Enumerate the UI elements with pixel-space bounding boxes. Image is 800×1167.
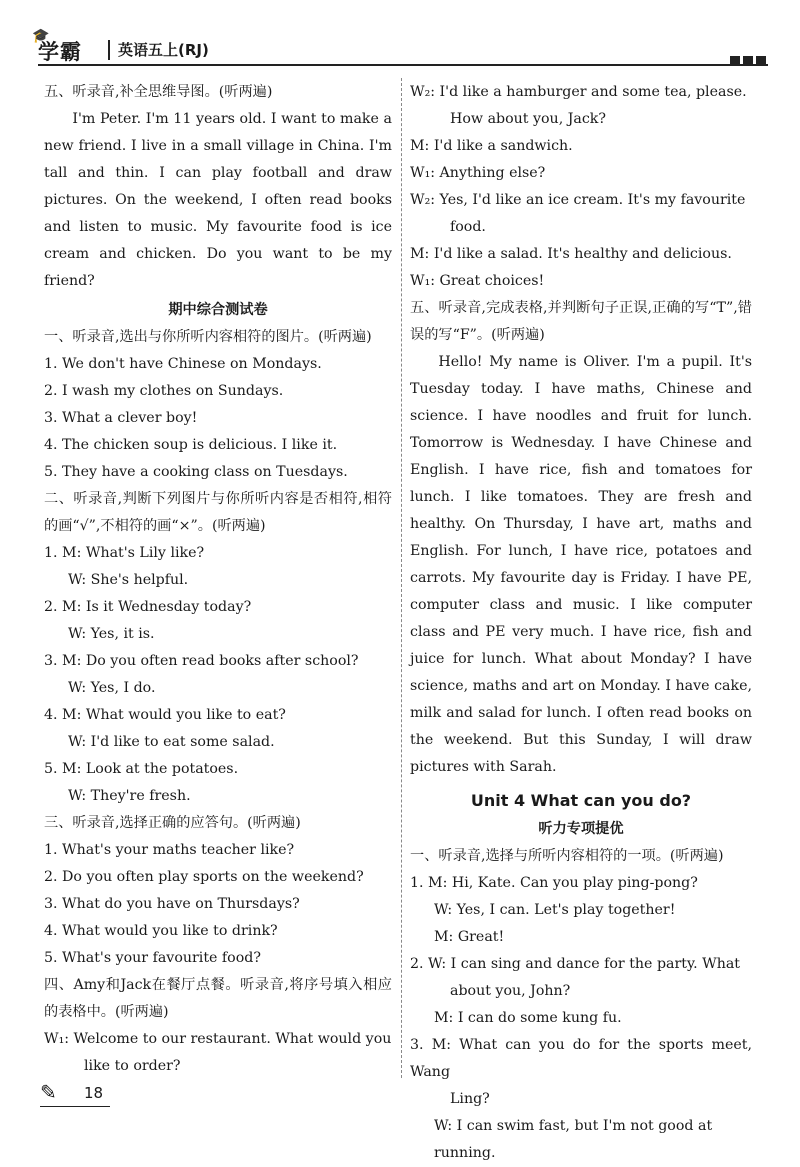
dialogue-line: W₁: Anything else? [410,165,546,181]
part-five-title: 五、听录音,完成表格,并判断句子正误,正确的写“T”,错误的写“F”。(听两遍) [410,300,752,343]
peter-passage: I'm Peter. I'm 11 years old. I want to make a new friend. I live in a small village in China. I'm tall and thin. I can play football and draw pictures. On the weekend, I often read books and listen to music. My favourite food is ice cream and chicken. Do you want to be my friend? [44,111,392,289]
dialogue-line: W: Yes, I can. Let's play together! [434,902,676,918]
list-item: 5. What's your favourite food? [44,950,261,966]
dialogue-line: W: I can swim fast, but I'm not good at running. [434,1118,713,1161]
dialogue-answer: W: Yes, it is. [68,626,155,642]
header-squares [727,51,766,70]
dialogue-line: W₁: Welcome to our restaurant. What would you [44,1031,392,1047]
logo-text: 学霸 [38,40,82,64]
footer-rule [40,1106,110,1107]
part-one-title: 一、听录音,选出与你所听内容相符的图片。(听两遍) [44,329,372,345]
dialogue-line: food. [450,219,486,235]
dialogue-line: M: I'd like a sandwich. [410,138,573,154]
right-column [410,79,752,1167]
left-column [44,79,392,1080]
dialogue-line: W₂: Yes, I'd like an ice cream. It's my favourite [410,192,746,208]
dialogue-question: 3. M: Do you often read books after school? [44,653,359,669]
list-item: 3. What do you have on Thursdays? [44,896,300,912]
dialogue-line: about you, John? [450,983,571,999]
list-item: 2. Do you often play sports on the weekend? [44,869,364,885]
dialogue-line: Ling? [450,1091,490,1107]
part-two-title: 二、听录音,判断下列图片与你所听内容是否相符,相符的画“√”,不相符的画“×”。(听两遍) [44,491,392,534]
dialogue-question: 3. M: What can you do for the sports meet, Wang [410,1037,752,1080]
page-number: 18 [84,1084,104,1102]
dialogue-line: M: I can do some kung fu. [434,1010,622,1026]
mortarboard-icon: 🎓 [32,28,51,44]
list-item: 4. The chicken soup is delicious. I like it. [44,437,338,453]
dialogue-line: W₁: Great choices! [410,273,545,289]
list-item: 1. We don't have Chinese on Mondays. [44,356,322,372]
section-five-title: 五、听录音,补全思维导图。(听两遍) [44,84,273,100]
dialogue-answer: W: Yes, I do. [68,680,156,696]
dialogue-question: 1. M: Hi, Kate. Can you play ping-pong? [410,875,698,891]
list-item: 3. What a clever boy! [44,410,198,426]
dialogue-question: 4. M: What would you like to eat? [44,707,286,723]
dialogue-answer: W: I'd like to eat some salad. [68,734,275,750]
part-four-title: 四、Amy和Jack在餐厅点餐。听录音,将序号填入相应的表格中。(听两遍) [44,977,392,1020]
dialogue-question: 1. M: What's Lily like? [44,545,205,561]
oliver-passage: Hello! My name is Oliver. I'm a pupil. It's Tuesday today. I have maths, Chinese and science. I have noodles and fruit for lunch. Tomorrow is Wednesday. I have Chinese and English. I have rice, fish and tomatoes for lunch. I like tomatoes. They are fresh and healthy. On Thursday, I have art, maths and English. For lunch, I have rice, potatoes and carrots. My favourite day is Friday. I have PE, computer class and music. I like computer class and PE very much. I have rice, fish and juice for lunch. What about Monday? I have science, maths and art on Monday. I have cake, milk and salad for lunch. I often read books on the weekend. But this Sunday, I will draw pictures with Sarah. [410,354,752,775]
book-subtitle: 英语五上(RJ) [118,41,209,59]
dialogue-line: M: Great! [434,929,505,945]
dialogue-question: 2. W: I can sing and dance for the party. What [410,956,740,972]
page-header [32,28,768,74]
page-footer [40,1080,140,1110]
pencil-icon: ✎ [40,1080,57,1104]
column-divider [401,78,402,1078]
list-item: 1. What's your maths teacher like? [44,842,295,858]
midterm-title: 期中综合测试卷 [168,302,268,318]
list-item: 5. They have a cooking class on Tuesdays. [44,464,348,480]
header-rule [38,64,768,66]
dialogue-question: 2. M: Is it Wednesday today? [44,599,252,615]
logo [32,28,82,66]
unit-subtitle: 听力专项提优 [538,821,624,837]
dialogue-question: 5. M: Look at the potatoes. [44,761,239,777]
dialogue-answer: W: They're fresh. [68,788,191,804]
unit-part-one-title: 一、听录音,选择与所听内容相符的一项。(听两遍) [410,848,724,864]
dialogue-answer: W: She's helpful. [68,572,189,588]
part-three-title: 三、听录音,选择正确的应答句。(听两遍) [44,815,301,831]
list-item: 2. I wash my clothes on Sundays. [44,383,284,399]
list-item: 4. What would you like to drink? [44,923,278,939]
dialogue-line: How about you, Jack? [450,111,607,127]
dialogue-line: like to order? [84,1058,181,1074]
header-separator [108,40,110,60]
dialogue-line: W₂: I'd like a hamburger and some tea, please. [410,84,747,100]
dialogue-line: M: I'd like a salad. It's healthy and delicious. [410,246,732,262]
unit-title: Unit 4 What can you do? [470,791,692,810]
